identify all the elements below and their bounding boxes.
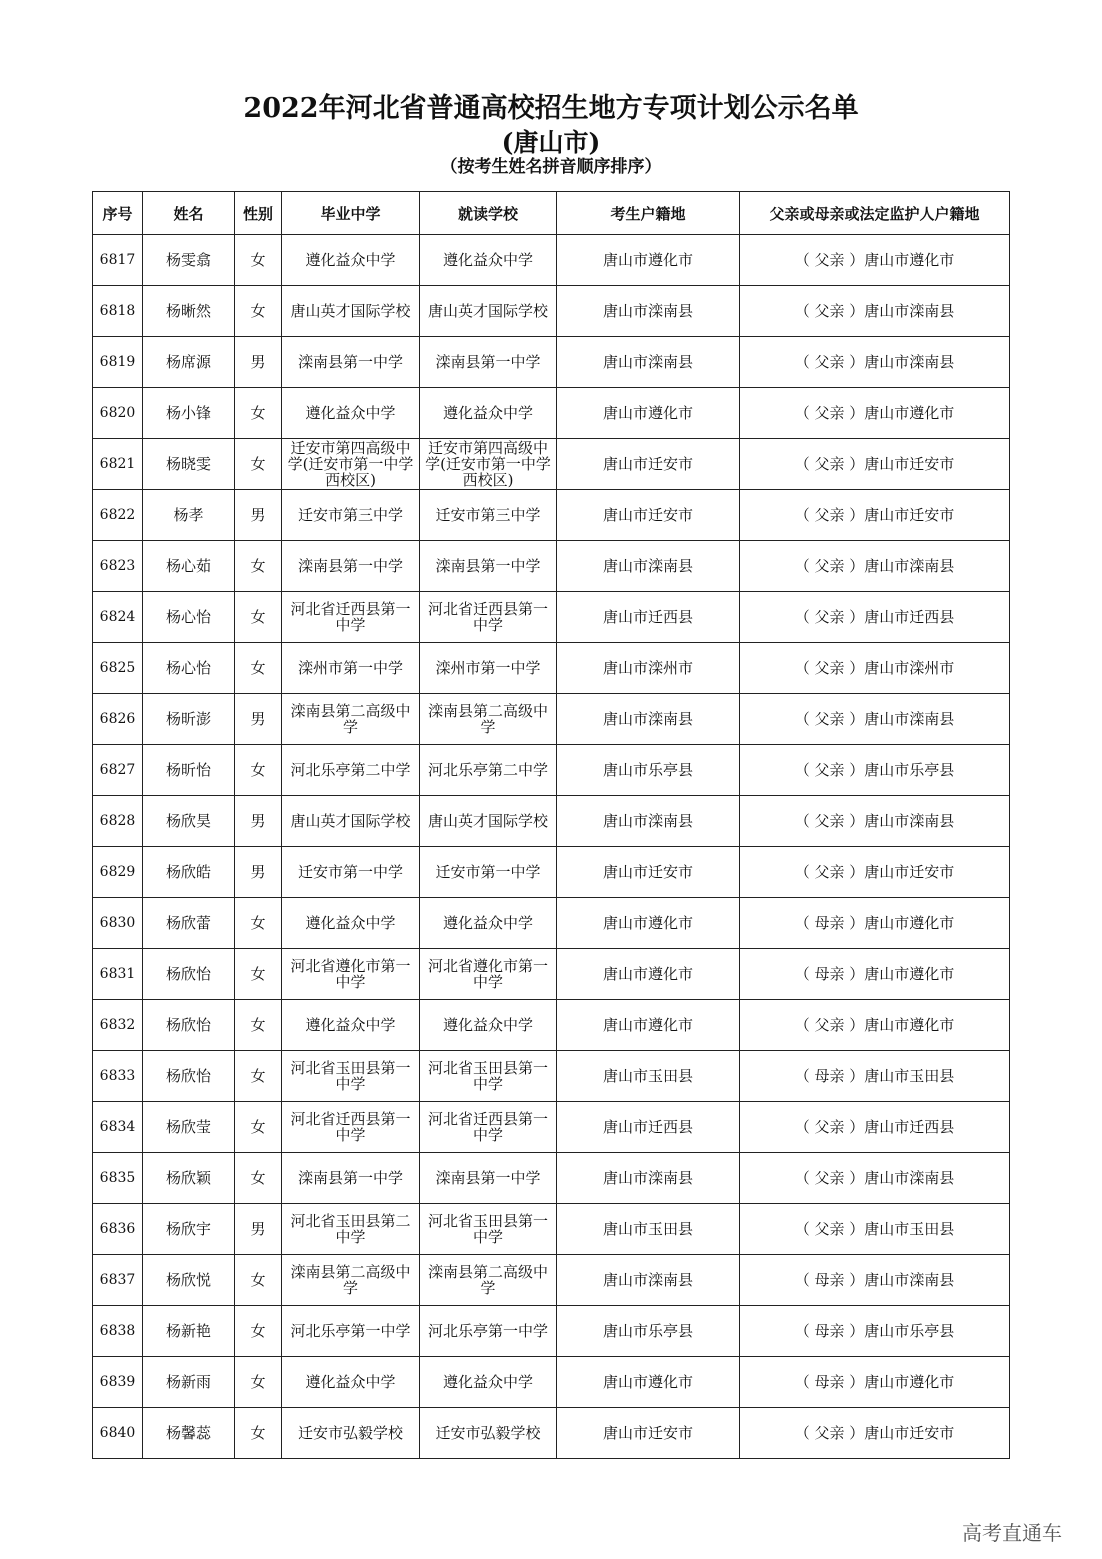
cell-gender: 男 <box>235 490 282 541</box>
cell-guardian: （ 父亲 ）唐山市滦南县 <box>740 796 1010 847</box>
cell-name: 杨心怡 <box>143 592 235 643</box>
cell-grad-school: 河北乐亭第一中学 <box>282 1306 420 1357</box>
cell-grad-school: 遵化益众中学 <box>282 1000 420 1051</box>
cell-name: 杨新艳 <box>143 1306 235 1357</box>
cell-current-school: 迁安市弘毅学校 <box>420 1408 557 1459</box>
table-row <box>93 745 1010 796</box>
table-row <box>93 1357 1010 1408</box>
cell-name: 杨欣怡 <box>143 1051 235 1102</box>
table-row <box>93 286 1010 337</box>
cell-current-school: 滦南县第一中学 <box>420 541 557 592</box>
cell-no: 6828 <box>93 796 143 847</box>
cell-current-school: 河北省迁西县第一中学 <box>420 1102 557 1153</box>
table-row <box>93 1306 1010 1357</box>
cell-current-school: 唐山英才国际学校 <box>420 286 557 337</box>
cell-name: 杨晰然 <box>143 286 235 337</box>
cell-hukou: 唐山市遵化市 <box>557 1357 740 1408</box>
cell-guardian: （ 母亲 ）唐山市滦南县 <box>740 1255 1010 1306</box>
cell-guardian: （ 父亲 ）唐山市遵化市 <box>740 235 1010 286</box>
cell-gender: 女 <box>235 898 282 949</box>
cell-name: 杨欣怡 <box>143 1000 235 1051</box>
cell-no: 6818 <box>93 286 143 337</box>
cell-name: 杨馨蕊 <box>143 1408 235 1459</box>
cell-grad-school: 唐山英才国际学校 <box>282 286 420 337</box>
cell-current-school: 滦南县第二高级中学 <box>420 694 557 745</box>
cell-no: 6838 <box>93 1306 143 1357</box>
cell-current-school: 遵化益众中学 <box>420 898 557 949</box>
column-header-guardian: 父亲或母亲或法定监护人户籍地 <box>740 192 1010 235</box>
cell-hukou: 唐山市滦州市 <box>557 643 740 694</box>
cell-guardian: （ 母亲 ）唐山市遵化市 <box>740 898 1010 949</box>
table-row <box>93 949 1010 1000</box>
cell-no: 6826 <box>93 694 143 745</box>
cell-no: 6831 <box>93 949 143 1000</box>
cell-gender: 男 <box>235 847 282 898</box>
admission-list-table <box>92 191 1010 1459</box>
table-row <box>93 1408 1010 1459</box>
cell-gender: 女 <box>235 439 282 490</box>
cell-gender: 女 <box>235 1000 282 1051</box>
cell-current-school: 迁安市第三中学 <box>420 490 557 541</box>
cell-name: 杨欣悦 <box>143 1255 235 1306</box>
table-row <box>93 1153 1010 1204</box>
cell-name: 杨昕怡 <box>143 745 235 796</box>
cell-grad-school: 迁安市弘毅学校 <box>282 1408 420 1459</box>
cell-hukou: 唐山市迁安市 <box>557 847 740 898</box>
cell-current-school: 迁安市第一中学 <box>420 847 557 898</box>
cell-gender: 女 <box>235 388 282 439</box>
cell-guardian: （ 父亲 ）唐山市迁西县 <box>740 592 1010 643</box>
cell-gender: 女 <box>235 286 282 337</box>
cell-hukou: 唐山市滦南县 <box>557 1153 740 1204</box>
cell-current-school: 滦州市第一中学 <box>420 643 557 694</box>
cell-hukou: 唐山市滦南县 <box>557 286 740 337</box>
cell-hukou: 唐山市乐亭县 <box>557 1306 740 1357</box>
cell-grad-school: 迁安市第四高级中学(迁安市第一中学西校区) <box>282 439 420 490</box>
cell-current-school: 迁安市第四高级中学(迁安市第一中学西校区) <box>420 439 557 490</box>
table-row <box>93 1000 1010 1051</box>
cell-hukou: 唐山市乐亭县 <box>557 745 740 796</box>
cell-hukou: 唐山市遵化市 <box>557 388 740 439</box>
cell-hukou: 唐山市遵化市 <box>557 949 740 1000</box>
cell-no: 6824 <box>93 592 143 643</box>
column-header-hukou: 考生户籍地 <box>557 192 740 235</box>
cell-hukou: 唐山市玉田县 <box>557 1051 740 1102</box>
cell-name: 杨孝 <box>143 490 235 541</box>
cell-gender: 女 <box>235 949 282 1000</box>
cell-current-school: 河北省玉田县第一中学 <box>420 1051 557 1102</box>
cell-grad-school: 迁安市第一中学 <box>282 847 420 898</box>
cell-grad-school: 河北乐亭第二中学 <box>282 745 420 796</box>
cell-name: 杨新雨 <box>143 1357 235 1408</box>
cell-guardian: （ 父亲 ）唐山市乐亭县 <box>740 745 1010 796</box>
cell-guardian: （ 父亲 ）唐山市迁安市 <box>740 1408 1010 1459</box>
cell-no: 6840 <box>93 1408 143 1459</box>
table-row <box>93 898 1010 949</box>
cell-gender: 男 <box>235 1204 282 1255</box>
cell-current-school: 遵化益众中学 <box>420 1000 557 1051</box>
table-row <box>93 1051 1010 1102</box>
cell-hukou: 唐山市滦南县 <box>557 541 740 592</box>
cell-guardian: （ 父亲 ）唐山市滦南县 <box>740 694 1010 745</box>
cell-grad-school: 滦南县第一中学 <box>282 1153 420 1204</box>
cell-gender: 女 <box>235 1357 282 1408</box>
cell-grad-school: 遵化益众中学 <box>282 1357 420 1408</box>
cell-hukou: 唐山市迁西县 <box>557 592 740 643</box>
table-row <box>93 541 1010 592</box>
cell-no: 6839 <box>93 1357 143 1408</box>
cell-current-school: 遵化益众中学 <box>420 388 557 439</box>
cell-guardian: （ 父亲 ）唐山市滦南县 <box>740 337 1010 388</box>
cell-grad-school: 河北省玉田县第一中学 <box>282 1051 420 1102</box>
table-row <box>93 490 1010 541</box>
cell-current-school: 唐山英才国际学校 <box>420 796 557 847</box>
cell-name: 杨欣怡 <box>143 949 235 1000</box>
cell-name: 杨昕澎 <box>143 694 235 745</box>
cell-gender: 女 <box>235 1153 282 1204</box>
cell-current-school: 滦南县第一中学 <box>420 337 557 388</box>
cell-gender: 女 <box>235 1102 282 1153</box>
cell-guardian: （ 父亲 ）唐山市滦南县 <box>740 1153 1010 1204</box>
cell-no: 6821 <box>93 439 143 490</box>
cell-hukou: 唐山市迁西县 <box>557 1102 740 1153</box>
cell-gender: 男 <box>235 337 282 388</box>
cell-hukou: 唐山市滦南县 <box>557 694 740 745</box>
table-row <box>93 235 1010 286</box>
cell-gender: 女 <box>235 643 282 694</box>
cell-current-school: 河北乐亭第一中学 <box>420 1306 557 1357</box>
cell-guardian: （ 母亲 ）唐山市遵化市 <box>740 1357 1010 1408</box>
cell-gender: 女 <box>235 1255 282 1306</box>
document-title: 2022年河北省普通高校招生地方专项计划公示名单 <box>243 93 859 124</box>
cell-hukou: 唐山市迁安市 <box>557 490 740 541</box>
document-subtitle: (唐山市) <box>501 128 601 157</box>
cell-name: 杨欣莹 <box>143 1102 235 1153</box>
cell-grad-school: 迁安市第三中学 <box>282 490 420 541</box>
cell-current-school: 河北省迁西县第一中学 <box>420 592 557 643</box>
cell-no: 6829 <box>93 847 143 898</box>
cell-gender: 女 <box>235 1051 282 1102</box>
cell-no: 6827 <box>93 745 143 796</box>
cell-no: 6823 <box>93 541 143 592</box>
cell-no: 6822 <box>93 490 143 541</box>
cell-name: 杨欣宇 <box>143 1204 235 1255</box>
cell-guardian: （ 父亲 ）唐山市迁西县 <box>740 1102 1010 1153</box>
table-row <box>93 1255 1010 1306</box>
cell-guardian: （ 母亲 ）唐山市遵化市 <box>740 949 1010 1000</box>
cell-gender: 女 <box>235 592 282 643</box>
cell-guardian: （ 父亲 ）唐山市玉田县 <box>740 1204 1010 1255</box>
watermark: 高考直通车 <box>962 1521 1062 1545</box>
cell-name: 杨欣颖 <box>143 1153 235 1204</box>
cell-current-school: 遵化益众中学 <box>420 1357 557 1408</box>
cell-current-school: 河北乐亭第二中学 <box>420 745 557 796</box>
cell-name: 杨欣皓 <box>143 847 235 898</box>
cell-name: 杨欣昊 <box>143 796 235 847</box>
cell-hukou: 唐山市滦南县 <box>557 1255 740 1306</box>
cell-hukou: 唐山市滦南县 <box>557 796 740 847</box>
cell-name: 杨心茹 <box>143 541 235 592</box>
cell-guardian: （ 父亲 ）唐山市迁安市 <box>740 490 1010 541</box>
cell-no: 6817 <box>93 235 143 286</box>
cell-gender: 女 <box>235 1306 282 1357</box>
sort-note: （按考生姓名拼音顺序排序） <box>440 157 662 177</box>
cell-no: 6836 <box>93 1204 143 1255</box>
cell-guardian: （ 父亲 ）唐山市迁安市 <box>740 847 1010 898</box>
cell-grad-school: 滦州市第一中学 <box>282 643 420 694</box>
table-row <box>93 337 1010 388</box>
table-row <box>93 388 1010 439</box>
cell-no: 6830 <box>93 898 143 949</box>
cell-hukou: 唐山市滦南县 <box>557 337 740 388</box>
cell-hukou: 唐山市遵化市 <box>557 898 740 949</box>
cell-grad-school: 滦南县第二高级中学 <box>282 1255 420 1306</box>
cell-no: 6833 <box>93 1051 143 1102</box>
cell-guardian: （ 母亲 ）唐山市玉田县 <box>740 1051 1010 1102</box>
table-row <box>93 796 1010 847</box>
cell-grad-school: 河北省遵化市第一中学 <box>282 949 420 1000</box>
cell-grad-school: 河北省迁西县第一中学 <box>282 592 420 643</box>
cell-name: 杨欣蕾 <box>143 898 235 949</box>
cell-guardian: （ 母亲 ）唐山市乐亭县 <box>740 1306 1010 1357</box>
cell-hukou: 唐山市遵化市 <box>557 1000 740 1051</box>
cell-grad-school: 遵化益众中学 <box>282 235 420 286</box>
cell-current-school: 河北省遵化市第一中学 <box>420 949 557 1000</box>
cell-grad-school: 滦南县第一中学 <box>282 337 420 388</box>
cell-guardian: （ 父亲 ）唐山市遵化市 <box>740 1000 1010 1051</box>
cell-grad-school: 滦南县第一中学 <box>282 541 420 592</box>
cell-current-school: 河北省玉田县第一中学 <box>420 1204 557 1255</box>
cell-name: 杨席源 <box>143 337 235 388</box>
cell-name: 杨晓雯 <box>143 439 235 490</box>
cell-no: 6819 <box>93 337 143 388</box>
cell-grad-school: 河北省玉田县第二中学 <box>282 1204 420 1255</box>
cell-hukou: 唐山市玉田县 <box>557 1204 740 1255</box>
table-row <box>93 643 1010 694</box>
cell-guardian: （ 父亲 ）唐山市滦南县 <box>740 286 1010 337</box>
cell-current-school: 滦南县第二高级中学 <box>420 1255 557 1306</box>
table-row <box>93 592 1010 643</box>
table-header-row <box>93 192 1010 235</box>
table-row <box>93 694 1010 745</box>
column-header-grad-school: 毕业中学 <box>282 192 420 235</box>
column-header-name: 姓名 <box>143 192 235 235</box>
table-row <box>93 439 1010 490</box>
cell-grad-school: 遵化益众中学 <box>282 898 420 949</box>
cell-hukou: 唐山市遵化市 <box>557 235 740 286</box>
cell-no: 6834 <box>93 1102 143 1153</box>
column-header-no: 序号 <box>93 192 143 235</box>
cell-guardian: （ 父亲 ）唐山市迁安市 <box>740 439 1010 490</box>
cell-gender: 女 <box>235 1408 282 1459</box>
cell-guardian: （ 父亲 ）唐山市滦州市 <box>740 643 1010 694</box>
cell-gender: 女 <box>235 235 282 286</box>
cell-grad-school: 唐山英才国际学校 <box>282 796 420 847</box>
cell-grad-school: 滦南县第二高级中学 <box>282 694 420 745</box>
cell-gender: 男 <box>235 694 282 745</box>
cell-no: 6832 <box>93 1000 143 1051</box>
cell-gender: 女 <box>235 541 282 592</box>
column-header-current-school: 就读学校 <box>420 192 557 235</box>
table-row <box>93 1102 1010 1153</box>
table-row <box>93 1204 1010 1255</box>
cell-gender: 男 <box>235 796 282 847</box>
cell-hukou: 唐山市迁安市 <box>557 439 740 490</box>
cell-gender: 女 <box>235 745 282 796</box>
cell-hukou: 唐山市迁安市 <box>557 1408 740 1459</box>
table-row <box>93 847 1010 898</box>
cell-grad-school: 遵化益众中学 <box>282 388 420 439</box>
cell-guardian: （ 父亲 ）唐山市滦南县 <box>740 541 1010 592</box>
column-header-gender: 性别 <box>235 192 282 235</box>
cell-current-school: 滦南县第一中学 <box>420 1153 557 1204</box>
cell-name: 杨雯翕 <box>143 235 235 286</box>
cell-guardian: （ 父亲 ）唐山市遵化市 <box>740 388 1010 439</box>
cell-grad-school: 河北省迁西县第一中学 <box>282 1102 420 1153</box>
cell-name: 杨小锋 <box>143 388 235 439</box>
cell-current-school: 遵化益众中学 <box>420 235 557 286</box>
cell-name: 杨心怡 <box>143 643 235 694</box>
cell-no: 6837 <box>93 1255 143 1306</box>
cell-no: 6835 <box>93 1153 143 1204</box>
cell-no: 6820 <box>93 388 143 439</box>
cell-no: 6825 <box>93 643 143 694</box>
